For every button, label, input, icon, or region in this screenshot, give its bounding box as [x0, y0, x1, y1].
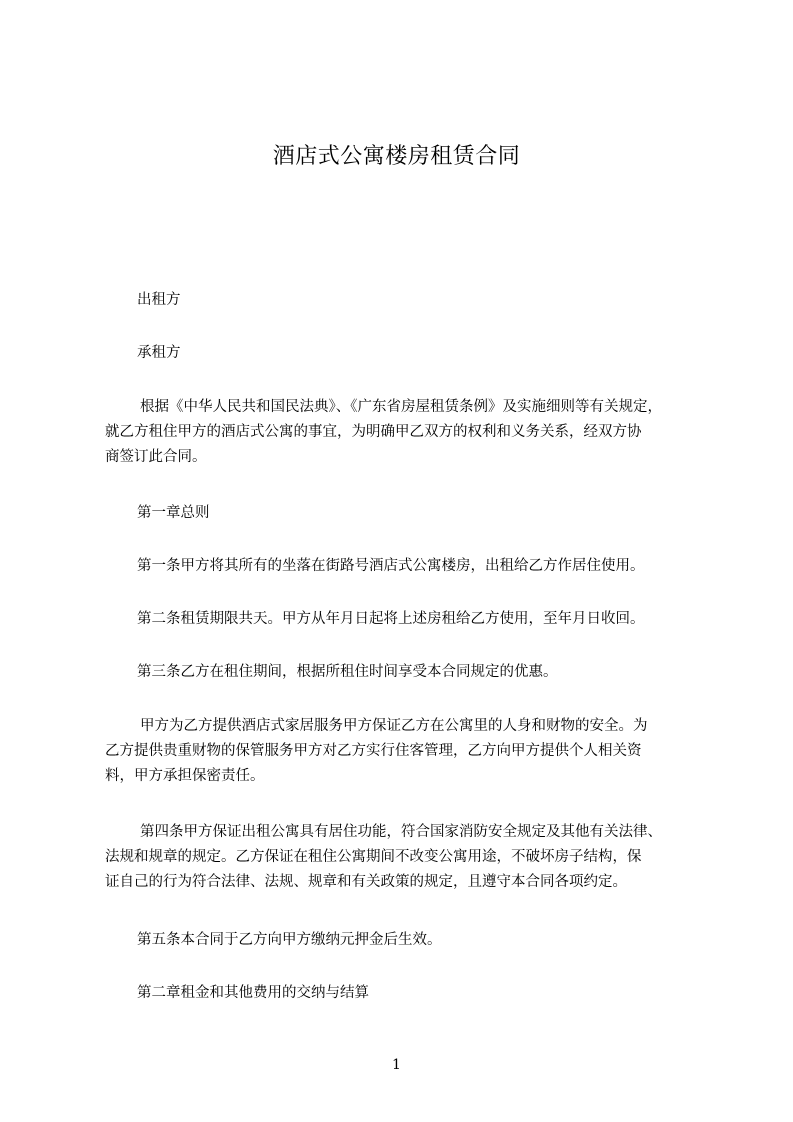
preamble-line: 就乙方租住甲方的酒店式公寓的事宜，为明确甲乙双方的权利和义务关系，经双方协: [105, 424, 642, 440]
lessor-label-text: 出租方: [137, 292, 181, 308]
article-4-line: 第四条甲方保证出租公寓具有居住功能，符合国家消防安全规定及其他有关法律、: [140, 824, 662, 840]
chapter-1-heading: [105, 501, 737, 526]
services-line: 甲方为乙方提供酒店式家居服务甲方保证乙方在公寓里的人身和财物的安全。为: [140, 718, 648, 734]
lessee-label-text: 承租方: [137, 345, 181, 361]
chapter-2-heading-text: 第二章租金和其他费用的交纳与结算: [137, 985, 369, 1001]
services-line: 料，甲方承担保密责任。: [105, 768, 265, 784]
article-1-text: 第一条甲方将其所有的坐落在街路号酒店式公寓楼房，出租给乙方作居住使用。: [137, 558, 645, 574]
lessor-label: [105, 288, 737, 313]
article-4-line: 法规和规章的规定。乙方保证在租住公寓期间不改变公寓用途，不破坏房子结构，保: [105, 849, 642, 865]
article-2: [105, 607, 737, 632]
article-3: [105, 660, 737, 685]
article-4-line: 证自己的行为符合法律、法规、规章和有关政策的规定，且遵守本合同各项约定。: [105, 874, 627, 890]
lessee-label: [105, 341, 737, 366]
article-3-text: 第三条乙方在租住期间，根据所租住时间享受本合同规定的优惠。: [137, 664, 558, 680]
preamble-paragraph: [105, 395, 705, 470]
preamble-line: 根据《中华人民共和国民法典》、《广东省房屋租赁条例》及实施细则等有关规定，: [140, 399, 662, 415]
services-paragraph: [105, 714, 705, 789]
chapter-2-heading: [105, 981, 737, 1006]
article-5-text: 第五条本合同于乙方向甲方缴纳元押金后生效。: [137, 932, 442, 948]
article-1: [105, 554, 737, 579]
chapter-1-heading-text: 第一章总则: [137, 505, 210, 521]
page-number: 1: [392, 1057, 401, 1073]
page-title: 酒店式公寓楼房租赁合同: [272, 144, 521, 169]
article-2-text: 第二条租赁期限共天。甲方从年月日起将上述房租给乙方使用，至年月日收回。: [137, 611, 645, 627]
preamble-line: 商签订此合同。: [105, 449, 207, 465]
article-4: [105, 820, 705, 895]
services-line: 乙方提供贵重财物的保管服务甲方对乙方实行住客管理，乙方向甲方提供个人相关资: [105, 743, 642, 759]
article-5: [105, 928, 737, 953]
